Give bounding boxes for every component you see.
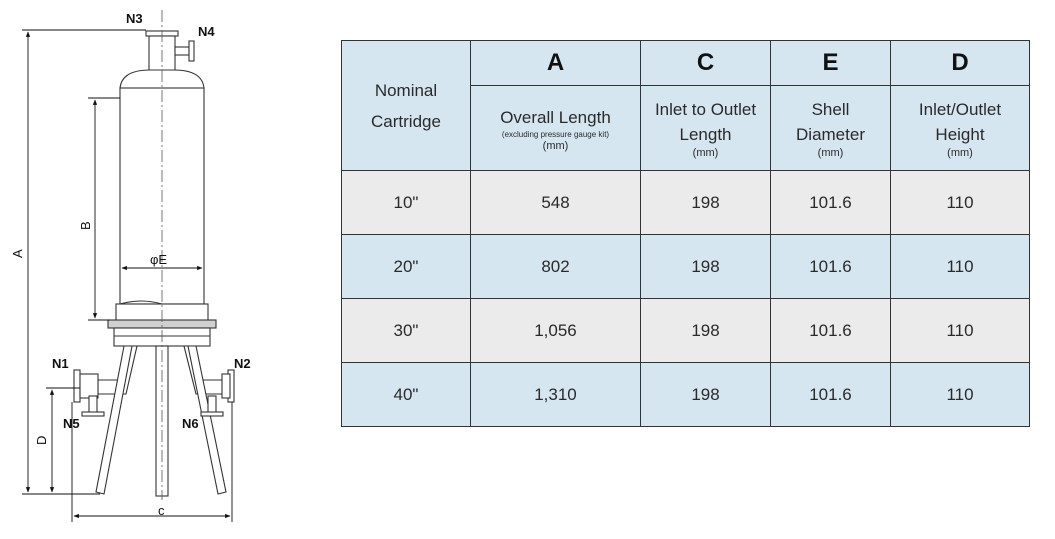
table-row xyxy=(342,363,1030,427)
column-desc-unit: (mm) xyxy=(817,147,844,159)
filter-housing-drawing xyxy=(0,0,330,539)
dimension-a-label: A xyxy=(10,249,25,258)
column-letter-c: C xyxy=(641,41,771,86)
column-desc-line: Height xyxy=(935,125,985,144)
shell-diameter-cell: 101.6 xyxy=(771,171,891,235)
column-desc-inlet-outlet-height xyxy=(891,86,1030,171)
inlet-outlet-length-cell: 198 xyxy=(641,171,771,235)
shell-diameter-cell: 101.6 xyxy=(771,299,891,363)
inlet-outlet-height-cell: 110 xyxy=(891,171,1030,235)
nozzle-n2-label: N2 xyxy=(234,356,251,371)
column-desc-note: (excluding pressure gauge kit) xyxy=(501,129,610,139)
inlet-outlet-length-cell: 198 xyxy=(641,235,771,299)
inlet-outlet-length-cell: 198 xyxy=(641,299,771,363)
overall-length-cell: 1,310 xyxy=(471,363,641,427)
overall-length-cell: 548 xyxy=(471,171,641,235)
inlet-pipe xyxy=(74,346,137,494)
column-desc-overall-length xyxy=(471,86,641,171)
overall-length-cell: 1,056 xyxy=(471,299,641,363)
specifications-table xyxy=(341,40,1030,427)
dimension-e-label: φE xyxy=(150,252,168,267)
column-desc-line: Diameter xyxy=(796,125,865,144)
inlet-outlet-height-cell: 110 xyxy=(891,235,1030,299)
column-letter-e: E xyxy=(771,41,891,86)
inlet-outlet-height-cell: 110 xyxy=(891,299,1030,363)
shell-diameter-cell: 101.6 xyxy=(771,235,891,299)
column-desc-line: Overall Length xyxy=(500,107,611,127)
column-letter-d: D xyxy=(891,41,1030,86)
column-desc-unit: (mm) xyxy=(542,139,569,152)
dimension-d-label: D xyxy=(34,435,49,445)
nominal-cell: 10" xyxy=(342,171,471,235)
nominal-cell: 40" xyxy=(342,363,471,427)
column-desc-line: Inlet to Outlet xyxy=(654,100,757,119)
column-desc-unit: (mm) xyxy=(692,147,719,159)
table-row xyxy=(342,235,1030,299)
nozzle-n3-label: N3 xyxy=(126,11,143,26)
column-desc-line: Shell xyxy=(811,100,850,119)
overall-length-cell: 802 xyxy=(471,235,641,299)
column-desc-inlet-outlet-length xyxy=(641,86,771,171)
nominal-cell: 30" xyxy=(342,299,471,363)
nozzle-n5-label: N5 xyxy=(63,416,80,431)
column-desc-shell-diameter xyxy=(771,86,891,171)
shell-diameter-cell: 101.6 xyxy=(771,363,891,427)
column-desc-line: Inlet/Outlet xyxy=(918,100,1002,119)
nozzle-n4-label: N4 xyxy=(198,24,215,39)
column-letter-a: A xyxy=(471,41,641,86)
nominal-header-line2: Cartridge xyxy=(371,111,441,131)
dimension-c-label: c xyxy=(158,503,165,518)
nozzle-n6-label: N6 xyxy=(182,416,199,431)
inlet-outlet-length-cell: 198 xyxy=(641,363,771,427)
nominal-header-line1: Nominal xyxy=(374,80,438,100)
nominal-cell: 20" xyxy=(342,235,471,299)
table-row xyxy=(342,299,1030,363)
table-row xyxy=(342,171,1030,235)
column-desc-unit: (mm) xyxy=(947,147,973,159)
column-desc-line: Length xyxy=(679,125,732,144)
gauge-port xyxy=(175,41,194,61)
dimension-b-label: B xyxy=(78,221,93,230)
inlet-outlet-height-cell: 110 xyxy=(891,363,1030,427)
nominal-cartridge-header xyxy=(342,41,471,171)
nozzle-n1-label: N1 xyxy=(52,356,69,371)
